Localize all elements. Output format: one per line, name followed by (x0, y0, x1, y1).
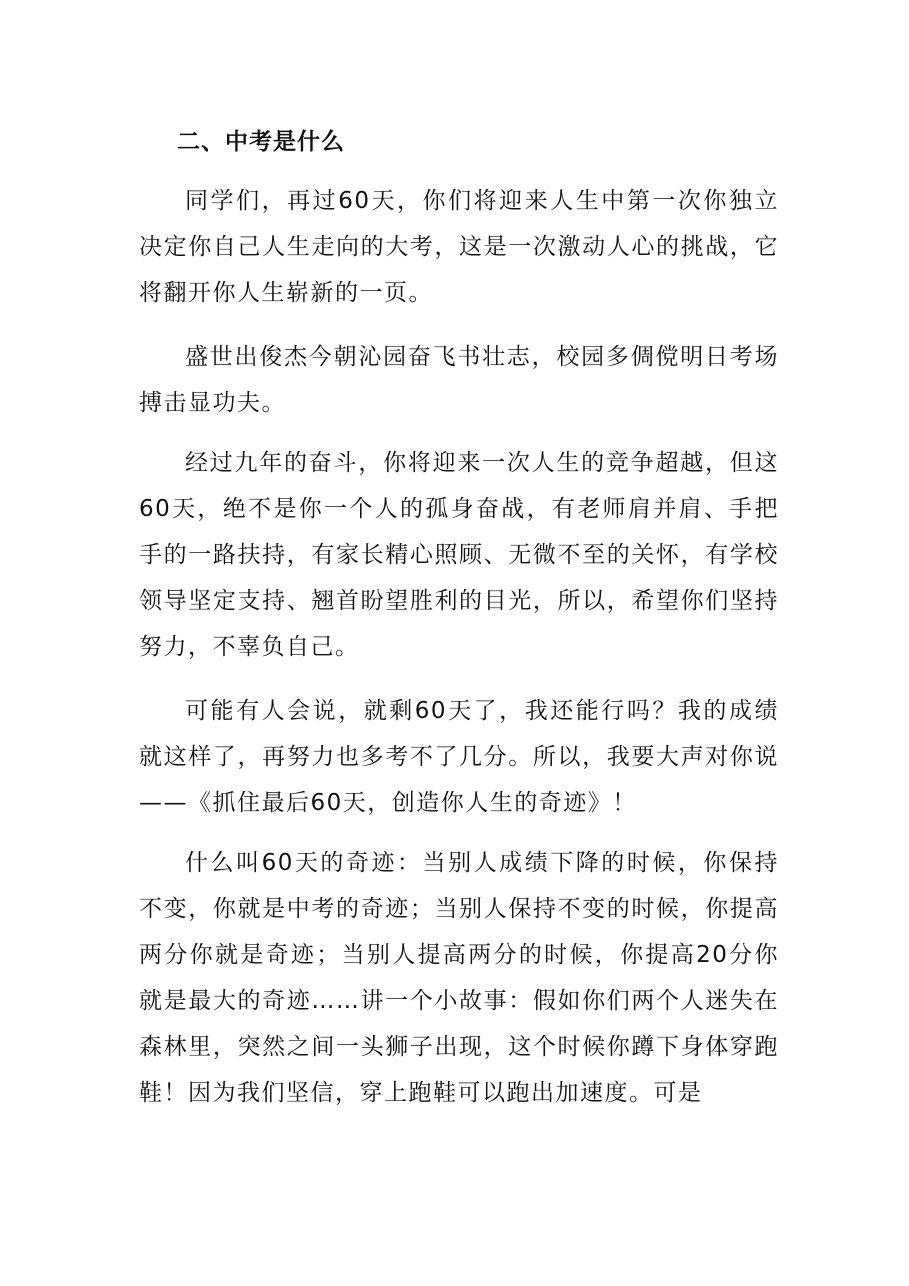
paragraph-doubt: 可能有人会说，就剩60天了，我还能行吗？我的成绩就这样了，再努力也多考不了几分。所以，我要大声对你说——《抓住最后60天，创造你人生的奇迹》！ (139, 698, 779, 816)
section-heading: 二、中考是什么 (177, 129, 345, 155)
paragraph-miracle: 什么叫60天的奇迹：当别人成绩下降的时候，你保持不变，你就是中考的奇迹；当别人保持不变的时候，你提高两分你就是奇迹；当别人提高两分的时候，你提高20分你就是最大的奇迹……讲一个小故事：假如你们两个人迷失在森林里，突然之间一头狮子出现，这个时候你蹲下身体穿跑鞋！因为我们坚信，穿上跑鞋可以跑出加速度。可是 (139, 850, 779, 1106)
paragraph-intro: 同学们，再过60天，你们将迎来人生中第一次你独立决定你自己人生走向的大考，这是一次激动人心的挑战，它将翻开你人生崭新的一页。 (139, 188, 779, 306)
paragraph-support: 经过九年的奋斗，你将迎来一次人生的竞争超越，但这60天，绝不是你一个人的孤身奋战，有老师肩并肩、手把手的一路扶持，有家长精心照顾、无微不至的关怀，有学校领导坚定支持、翘首盼望胜利的目光，所以，希望你们坚持努力，不辜负自己。 (139, 450, 779, 660)
paragraph-couplet: 盛世出俊杰今朝沁园奋飞书壮志，校园多倜傥明日考场搏击显功夫。 (139, 344, 779, 416)
